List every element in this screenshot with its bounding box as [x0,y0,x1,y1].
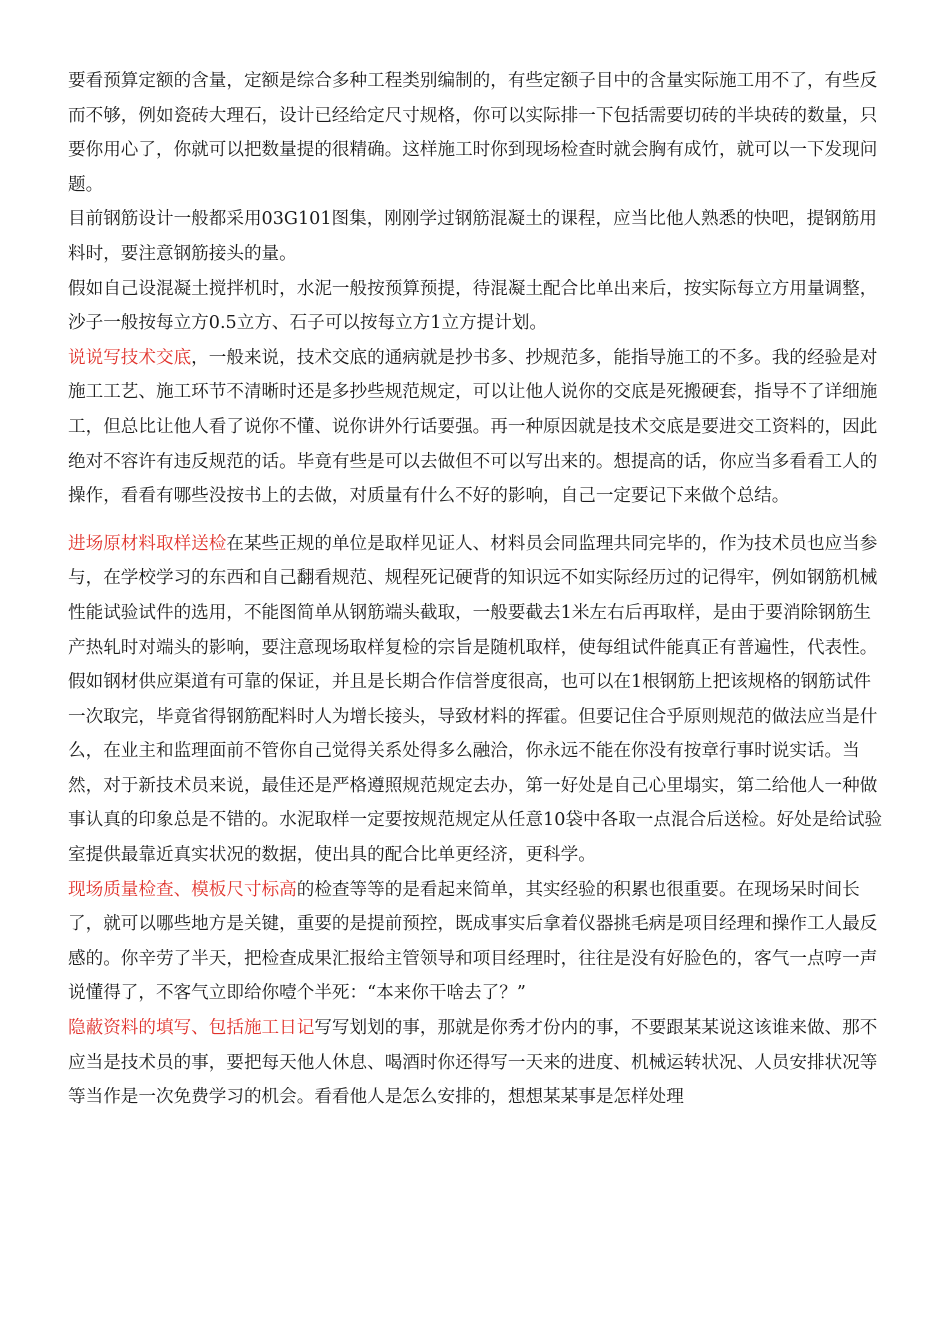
paragraph-text: 的检查等等的是看起来简单，其实经验的积累也很重要。在现场呆时间长了，就可以哪些地方是关键，重要的是提前预控，既成事实后拿着仪器挑毛病是项目经理和操作工人最反感的。你辛劳了半天，把检查成果汇报给主管领导和项目经理时，往往是没有好脸色的，客气一点哼一声说懂得了，不客气立即给你噎个半死：“本来你干啥去了？” [68,879,878,1004]
paragraph-heading-highlight: 进场原材料取样送检 [68,533,227,554]
paragraph-technical-disclosure [68,341,888,514]
paragraph-text: 写写划划的事，那就是你秀才份内的事，不要跟某某说这该谁来做、那不应当是技术员的事，要把每天他人休息、喝酒时你还得写一天来的进度、机械运转状况、人员安排状况等等当作是一次免费学习的机会。看看他人是怎么安排的，想想某某事是怎样处理 [68,1018,878,1108]
paragraph-concealed-records [68,1011,888,1115]
paragraph-heading-highlight: 现场质量检查、模板尺寸标高 [68,879,297,900]
paragraph-text: ，一般来说，技术交底的通病就是抄书多、抄规范多，能指导施工的不多。我的经验是对施工工艺、施工环节不清晰时还是多抄些规范规定，可以让他人说你的交底是死搬硬套，指导不了详细施工，但总比让他人看了说你不懂、说你讲外行话要强。再一种原因就是技术交底是要进交工资料的，因此绝对不容许有违反规范的话。毕竟有些是可以去做但不可以写出来的。想提高的话，你应当多看看工人的操作，看看有哪些没按书上的去做，对质量有什么不好的影响，自己一定要记下来做个总结。 [68,347,878,507]
paragraph-concrete-mixer [68,272,888,341]
paragraph-material-sampling [68,527,888,873]
paragraph-quota-content [68,64,888,202]
paragraph-rebar-design [68,202,888,271]
paragraph-quality-inspection [68,873,888,1011]
paragraph-text: 要看预算定额的含量，定额是综合多种工程类别编制的，有些定额子目中的含量实际施工用不了，有些反而不够，例如瓷砖大理石，设计已经给定尺寸规格，你可以实际排一下包括需要切砖的半块砖的数量，只要你用心了，你就可以把数量提的很精确。这样施工时你到现场检查时就会胸有成竹，就可以一下发现问题。 [68,71,878,195]
document-page [68,64,888,1115]
paragraph-text: 假如自己设混凝土搅拌机时，水泥一般按预算预提，待混凝土配合比单出来后，按实际每立方用量调整，沙子一般按每立方0.5立方、石子可以按每立方1立方提计划。 [68,278,878,334]
paragraph-text: 目前钢筋设计一般都采用03G101图集，刚刚学过钢筋混凝土的课程，应当比他人熟悉的快吧，提钢筋用料时，要注意钢筋接头的量。 [68,209,877,264]
paragraph-text: 在某些正规的单位是取样见证人、材料员会同监理共同完毕的，作为技术员也应当参与，在学校学习的东西和自己翻看规范、规程死记硬背的知识远不如实际经历过的记得牢，例如钢筋机械性能试验试件的选用，不能图简单从钢筋端头截取，一般要截去1米左右后再取样，是由于要消除钢筋生产热轧时对端头的影响，要注意现场取样复检的宗旨是随机取样，使每组试件能真正有普遍性，代表性。假如钢材供应渠道有可靠的保证，并且是长期合作信誉度很高，也可以在1根钢筋上把该规格的钢筋试件一次取完，毕竟省得钢筋配料时人为增长接头，导致材料的挥霍。但要记住合乎原则规范的做法应当是什么，在业主和监理面前不管你自己觉得关系处得多么融洽，你永远不能在你没有按章行事时说实话。当然，对于新技术员来说，最佳还是严格遵照规范规定去办，第一好处是自己心里塌实，第二给他人一种做事认真的印象总是不错的。水泥取样一定要按规范规定从任意10袋中各取一点混合后送检。好处是给试验室提供最靠近真实状况的数据，使出具的配合比单更经济，更科学。 [68,533,883,866]
paragraph-heading-highlight: 说说写技术交底 [68,347,192,368]
paragraph-heading-highlight: 隐蔽资料的填写、包括施工日记 [68,1018,315,1039]
